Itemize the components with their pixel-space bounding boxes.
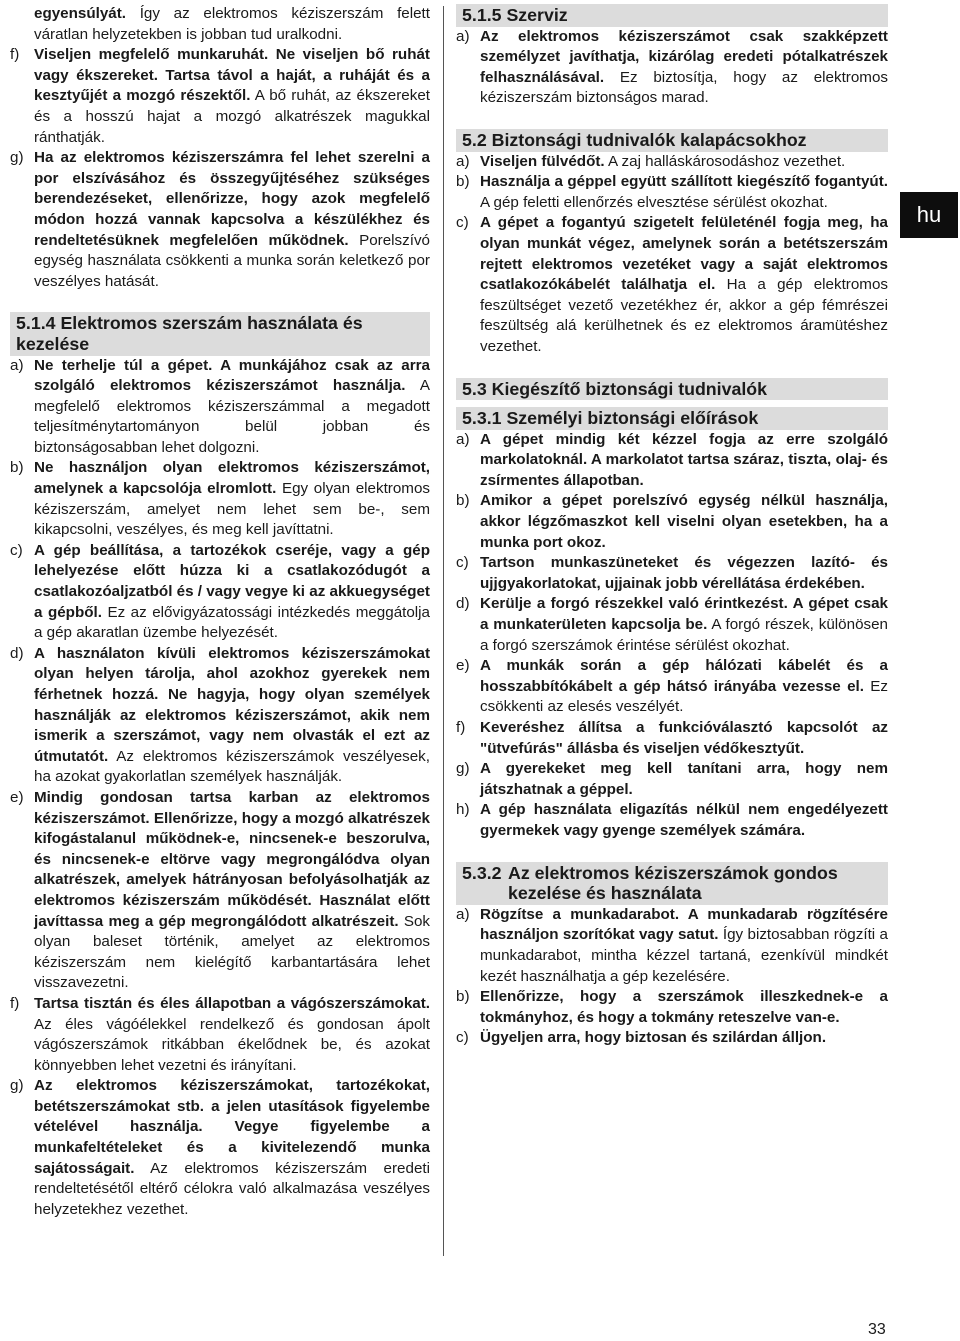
item-label: b) bbox=[456, 173, 470, 191]
list-item bbox=[456, 172, 888, 213]
list-item bbox=[456, 800, 888, 841]
item-bold: Tartsa tisztán és éles állapotban a vágószerszámokat. bbox=[34, 994, 430, 1012]
item-bold: Rögzítse a munkadarabot. A munkadarab rögzítésére használjon szorítókat vagy satut. bbox=[480, 905, 888, 944]
item-bold: A használaton kívüli elektromos kéziszerszámokat olyan helyen tárolja, ahol azokhoz gyerekek nem férhetnek hozzá. Ne hagyja, hogy olyan személyek használják az elektromos kéziszerszámot, akik nem ismerik a szerszámot, vagy nem olvasták el ezt az útmutatót. bbox=[34, 644, 430, 765]
item-label: d) bbox=[10, 644, 24, 662]
list-item bbox=[456, 594, 888, 656]
item-bold: Az elektromos kéziszerszámokat, tartozékokat, betétszerszámokat stb. a jelen utasítások figyelembe vételével használja. Vegye figyelembe a munkafeltételeket és a kivitelezendő munka sajátosságait. bbox=[34, 1077, 430, 1177]
section-heading-53: 5.3 Kiegészítő biztonsági tudnivalók bbox=[456, 378, 888, 401]
section-heading-52: 5.2 Biztonsági tudnivalók kalapácsokhoz bbox=[456, 129, 888, 152]
page-number: 33 bbox=[868, 1321, 886, 1338]
list-item bbox=[456, 718, 888, 759]
item-rest: Ez csökkenti az elesés veszélyét. bbox=[480, 677, 888, 716]
item-label: h) bbox=[456, 801, 470, 819]
item-rest: Ez az elővigyázatossági intézkedés meggátolja a gép akaratlan üzembe helyezését. bbox=[34, 603, 430, 642]
item-label: b) bbox=[456, 988, 470, 1006]
item-bold: Tartson munkaszüneteket és végezzen lazító- és ujjgyakorlatokat, ujjainak jobb vérellátása érdekében. bbox=[480, 554, 888, 592]
item-bold: A gyerekeket meg kell tanítani arra, hogy nem játszhatnak a géppel. bbox=[480, 760, 888, 798]
section-heading-515: 5.1.5 Szerviz bbox=[456, 4, 888, 27]
item-text bbox=[34, 541, 430, 644]
item-label: d) bbox=[456, 595, 470, 613]
item-bold: Ne terhelje túl a gépet. A munkájához csak az arra szolgáló elektromos kéziszerszámot használja. bbox=[34, 356, 430, 395]
item-text bbox=[480, 553, 888, 594]
item-text bbox=[480, 718, 888, 759]
list-item bbox=[10, 148, 430, 292]
column-divider bbox=[443, 6, 444, 1256]
item-text bbox=[34, 788, 430, 994]
section-title: Az elektromos kéziszerszámok gondos kezelése és használata bbox=[508, 862, 838, 904]
item-text bbox=[480, 27, 888, 109]
item-bold: Az elektromos kéziszerszámot csak szakképzett személyzet javíthatja, kizárólag eredeti pótalkatrészek felhasználásával. bbox=[480, 27, 888, 86]
item-text bbox=[34, 45, 430, 148]
list-item bbox=[10, 45, 430, 148]
item-bold: Ellenőrizze, hogy a szerszámok illeszkednek-e a tokmányhoz, és hogy a tokmány reteszelve van-e. bbox=[480, 988, 888, 1026]
item-bold: A gépet a fogantyú szigetelt felületénél fogja meg, ha olyan munkát végez, amelynek során a betétszerszám rejtett elektromos vezetéket vagy a saját elektromos csatlakozókábelét találhatja el. bbox=[480, 214, 888, 294]
list-item bbox=[10, 356, 430, 459]
item-text bbox=[34, 148, 430, 292]
item-rest: A bő ruhát, az ékszereket és a hosszú hajat a mozgó alkatrészek magukkal ránthatják. bbox=[34, 87, 430, 146]
list-item bbox=[10, 788, 430, 994]
item-bold: A munkák során a gép hálózati kábelét és a hosszabbítókábelt a gép hátsó irányába vezesse el. bbox=[480, 657, 888, 695]
item-label: c) bbox=[456, 214, 469, 232]
list-item bbox=[10, 1076, 430, 1220]
list-item bbox=[456, 987, 888, 1028]
item-text bbox=[480, 430, 888, 492]
list-item bbox=[456, 491, 888, 553]
item-bold: Ne használjon olyan elektromos kéziszerszámot, amelynek a kapcsolója elromlott. bbox=[34, 459, 430, 498]
list-item bbox=[10, 541, 430, 644]
item-text bbox=[34, 994, 430, 1076]
item-bold: Viseljen megfelelő munkaruhát. Ne viseljen bő ruhát vagy ékszereket. Tartsa távol a haját, a ruháját és a kesztyűjét a mozgó részektől. bbox=[34, 46, 430, 105]
item-bold: Amikor a gépet porelszívó egység nélkül használja, akkor légzőmaszkot kell viselni olyan esetekben, ha a munka port okoz. bbox=[480, 492, 888, 551]
item-rest: A megfelelő elektromos kéziszerszámmal a megadott teljesítménytartományon belül jobban és biztonságosabban lehet dolgozni. bbox=[34, 377, 430, 456]
item-label: c) bbox=[456, 554, 469, 572]
language-tab: hu bbox=[900, 192, 958, 238]
item-label: a) bbox=[456, 27, 470, 45]
item-bold: Ügyeljen arra, hogy biztosan és szilárdan álljon. bbox=[480, 1029, 827, 1047]
list-item bbox=[456, 656, 888, 718]
item-label: g) bbox=[10, 1077, 24, 1095]
list-item bbox=[10, 458, 430, 540]
intro-rest: Így az elektromos kéziszerszám felett váratlan helyzetekben is jobban tud uralkodni. bbox=[34, 5, 430, 43]
item-text bbox=[480, 656, 888, 718]
item-rest: Sok olyan baleset történik, amelyet az elektromos kéziszerszám nem kielégítő karbantartására lehet visszavezetni. bbox=[34, 912, 431, 992]
item-text bbox=[480, 905, 888, 987]
item-text bbox=[480, 800, 888, 841]
item-rest: A forgó részek, különösen a forgó szerszámok érintése sérülést okozhat. bbox=[480, 616, 888, 654]
item-bold: Mindig gondosan tartsa karban az elektromos kéziszerszámot. Ellenőrizze, hogy a mozgó alkatrészek kifogástalanul működnek-e, nincsenek-e beszorulva, és nincsenek-e eltörve vagy megrongálódva olyan alkatrészek, amelyek hátrányosan befolyásolhatják az elektromos kéziszerszám működését. Használat előtt javíttassa meg a gép megrongálódott alkatrészeit. bbox=[34, 788, 430, 930]
item-bold: Használja a géppel együtt szállított kiegészítő fogantyút. bbox=[480, 173, 888, 191]
item-text bbox=[480, 594, 888, 656]
item-rest: A zaj halláskárosodáshoz vezethet. bbox=[604, 152, 846, 170]
item-label: a) bbox=[456, 152, 470, 170]
item-bold: Ha az elektromos kéziszerszámra fel lehet szerelni a por elszívásához és összegyűjtéséhez szükséges berendezéseket, ellenőrizze, hogy azok megfelelő módon hozzá vannak kapcsolva a készülékhez és rendeltetésüknek megfelelően működnek. bbox=[34, 149, 430, 249]
list-item bbox=[10, 644, 430, 788]
item-label: e) bbox=[10, 788, 24, 806]
list-item bbox=[10, 994, 430, 1076]
item-bold: Keveréshez állítsa a funkcióválasztó kapcsolót az "ütvefúrás" állásba és viseljen védőkesztyűt. bbox=[480, 719, 888, 757]
item-label: g) bbox=[456, 760, 470, 778]
list-item bbox=[456, 27, 888, 109]
item-label: b) bbox=[10, 459, 24, 477]
item-text bbox=[480, 987, 888, 1028]
item-rest: Porelszívó egység használata csökkenti a munka során keletkező por veszélyes hatását. bbox=[34, 231, 431, 290]
list-item bbox=[456, 1028, 888, 1049]
item-label: g) bbox=[10, 149, 24, 167]
item-label: a) bbox=[10, 356, 24, 374]
intro-paragraph bbox=[34, 4, 430, 45]
item-label: f) bbox=[10, 46, 20, 64]
item-bold: A gép beállítása, a tartozékok cseréje, vagy a gép lehelyezése előtt húzza ki a csatlakozódugót a csatlakozóaljzatból és / vagy vegye ki az akkuegységet a gépből. bbox=[34, 541, 430, 621]
intro-bold: egyensúlyát. bbox=[34, 5, 127, 22]
item-rest: Ha a gép elektromos feszültséget vezető vezetékhez ér, akkor a gép fémrészei feszültség alá kerülhetnek és ez elektromos áramütéshez vezethet. bbox=[480, 276, 888, 355]
item-text bbox=[34, 458, 430, 540]
item-text bbox=[34, 1076, 430, 1220]
item-text bbox=[34, 356, 430, 459]
item-rest: Az elektromos kéziszerszámok veszélyesek, ha azokat gyakorlatlan személyek használják. bbox=[34, 747, 430, 786]
item-label: a) bbox=[456, 905, 470, 923]
item-label: f) bbox=[456, 719, 466, 736]
item-label: c) bbox=[10, 541, 23, 559]
list-item bbox=[456, 152, 888, 173]
right-column bbox=[456, 4, 888, 1049]
item-text bbox=[480, 491, 888, 553]
item-label: c) bbox=[456, 1029, 469, 1047]
item-rest: Egy olyan elektromos kéziszerszám, amelyet nem lehet sem be-, sem kikapcsolni, veszélyes, és meg kell javíttatni. bbox=[34, 480, 430, 539]
item-label: a) bbox=[456, 430, 470, 448]
left-column bbox=[10, 4, 430, 1220]
item-rest: Az elektromos kéziszerszám eredeti rendeltetésétől eltérő célokra való alkalmazása veszélyes helyzetekhez vezethet. bbox=[34, 1159, 430, 1218]
section-heading-514: 5.1.4 Elektromos szerszám használata és kezelése bbox=[10, 312, 430, 355]
list-item bbox=[456, 430, 888, 492]
item-text bbox=[480, 1028, 888, 1049]
item-text bbox=[480, 759, 888, 800]
item-bold: Kerülje a forgó részekkel való érintkezést. A gépet csak a munkaterületen kapcsolja be. bbox=[480, 595, 888, 634]
item-label: b) bbox=[456, 492, 470, 510]
item-text bbox=[480, 152, 888, 173]
section-heading-532 bbox=[456, 862, 888, 905]
item-bold: A gép használata eligazítás nélkül nem engedélyezett gyermekek vagy gyenge személyek számára. bbox=[480, 801, 888, 839]
list-item bbox=[456, 553, 888, 594]
item-rest: Az éles vágóélekkel rendelkező és gondosan ápolt vágószerszámok ritkábban ékelődnek be, és azokat könnyebben lehet vezetni és irányítani. bbox=[34, 1015, 430, 1074]
item-label: f) bbox=[10, 994, 20, 1012]
section-number: 5.3.2 bbox=[462, 862, 502, 883]
list-item bbox=[456, 759, 888, 800]
list-item bbox=[456, 213, 888, 357]
list-item bbox=[456, 905, 888, 987]
item-label: e) bbox=[456, 657, 470, 675]
item-bold: A gépet mindig két kézzel fogja az erre szolgáló markolatoknál. A markolatot tartsa száraz, tiszta, olaj- és zsírmentes állapotban. bbox=[480, 430, 888, 489]
item-rest: A gép feletti ellenőrzés elvesztése sérülést okozhat. bbox=[480, 193, 828, 211]
section-heading-531: 5.3.1 Személyi biztonsági előírások bbox=[456, 407, 888, 430]
item-text bbox=[480, 172, 888, 213]
item-text bbox=[480, 213, 888, 357]
item-rest: Ez biztosítja, hogy az elektromos kéziszerszám biztonságos marad. bbox=[480, 68, 888, 107]
item-rest: Így biztosabban rögzíti a munkadarabot, mintha kézzel tartaná, ezenkívül mindkét kezét használhatja a gép kezelésére. bbox=[480, 926, 888, 985]
item-bold: Viseljen fülvédőt. bbox=[480, 152, 605, 170]
item-text bbox=[34, 644, 430, 788]
